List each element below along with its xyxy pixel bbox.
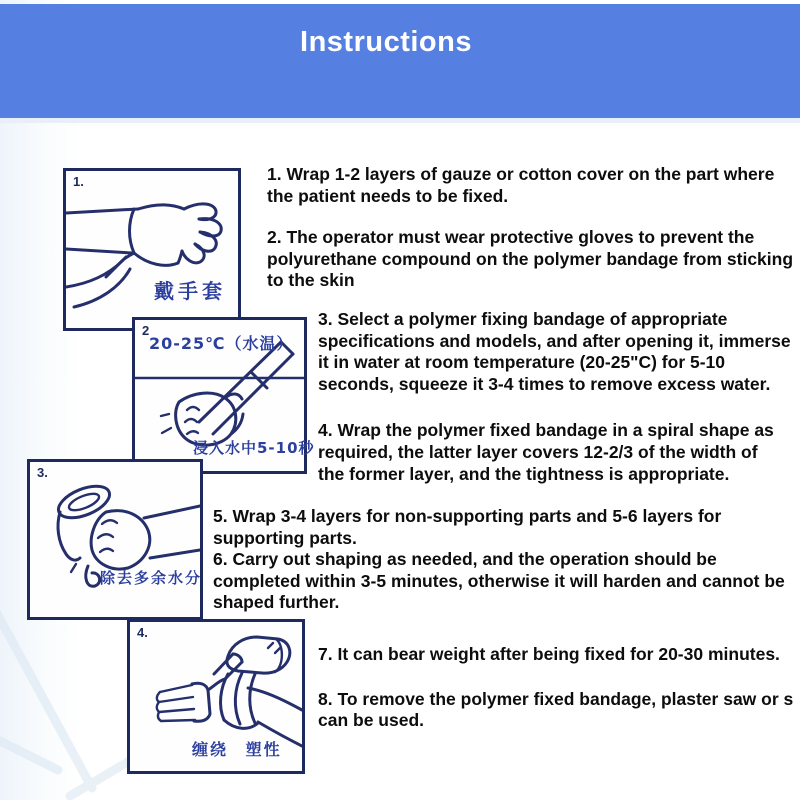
step-7 — [318, 644, 793, 666]
panel-number: 3. — [37, 465, 48, 480]
step-3-line: 3. Select a polymer fixing bandage of appropriate — [318, 309, 728, 329]
banner — [0, 4, 800, 118]
panel-immerse-water — [132, 317, 315, 474]
steps-block-5-6 — [213, 506, 785, 614]
squeeze-roll-illustration — [30, 462, 203, 617]
step-1-line: 1. Wrap 1-2 layers of gauze or cotton cover on the part where — [267, 164, 775, 184]
glove-hand-illustration — [66, 171, 238, 328]
panel-wear-gloves — [63, 168, 241, 331]
step-2 — [267, 227, 793, 292]
step-5-line: 5. Wrap 3-4 layers for non-supporting parts and 5-6 layers for — [213, 506, 722, 526]
step-5 — [213, 506, 785, 549]
step-4-line: required, the latter layer covers 12-2/3 of the width of — [318, 441, 758, 462]
step-6-line: completed within 3-5 minutes, otherwise it will harden and cannot be — [213, 570, 785, 591]
steps-block-7-8 — [318, 644, 793, 732]
panel-caption: 戴手套 — [154, 279, 226, 303]
step-6 — [213, 549, 785, 614]
step-8 — [318, 689, 793, 732]
water-temperature-label: 20-25℃（水温） — [149, 334, 294, 353]
step-3-line: it in water at room temperature (20-25"C) for 5-10 — [318, 352, 726, 373]
steps-block-3-4 — [318, 309, 791, 485]
panel-caption: 除去多余水分 — [100, 569, 203, 587]
step-5-line: supporting parts. — [213, 527, 357, 548]
step-7-line: 7. It can bear weight after being fixed for 20-30 minutes. — [318, 644, 780, 664]
step-6-line: 6. Carry out shaping as needed, and the operation should be — [213, 549, 717, 570]
step-4-line: the former layer, and the tightness is appropriate. — [318, 463, 730, 484]
step-3 — [318, 309, 791, 395]
banner-divider — [0, 118, 800, 123]
panel-wrap-shape — [127, 619, 305, 774]
step-6-line: shaped further. — [213, 592, 340, 613]
panel-remove-water — [27, 459, 203, 620]
panel-caption: 浸入水中5-10秒 — [193, 439, 315, 457]
panel-caption: 缠绕 塑性 — [192, 740, 282, 759]
step-2-line: to the skin — [267, 270, 355, 291]
panel-number: 2 — [142, 323, 150, 338]
step-8-line: 8. To remove the polymer fixed bandage, plaster saw or s — [318, 688, 794, 709]
step-3-line: specifications and models, and after opening it, immerse — [318, 330, 791, 351]
step-2-line: 2. The operator must wear protective gloves to prevent the — [267, 227, 755, 248]
step-3-line: seconds, squeeze it 3-4 times to remove excess water. — [318, 373, 771, 394]
step-4 — [318, 420, 791, 485]
step-1 — [267, 164, 793, 207]
panel-number: 1. — [73, 174, 84, 189]
step-1-line: the patient needs to be fixed. — [267, 185, 509, 206]
step-8-line: can be used. — [318, 710, 425, 731]
step-4-line: 4. Wrap the polymer fixed bandage in a spiral shape as — [318, 420, 774, 441]
steps-block-1-2 — [267, 164, 793, 292]
page-title: Instructions — [300, 26, 472, 58]
panel-number: 4. — [137, 625, 148, 640]
step-2-line: polyurethane compound on the polymer bandage from sticking — [267, 248, 794, 269]
